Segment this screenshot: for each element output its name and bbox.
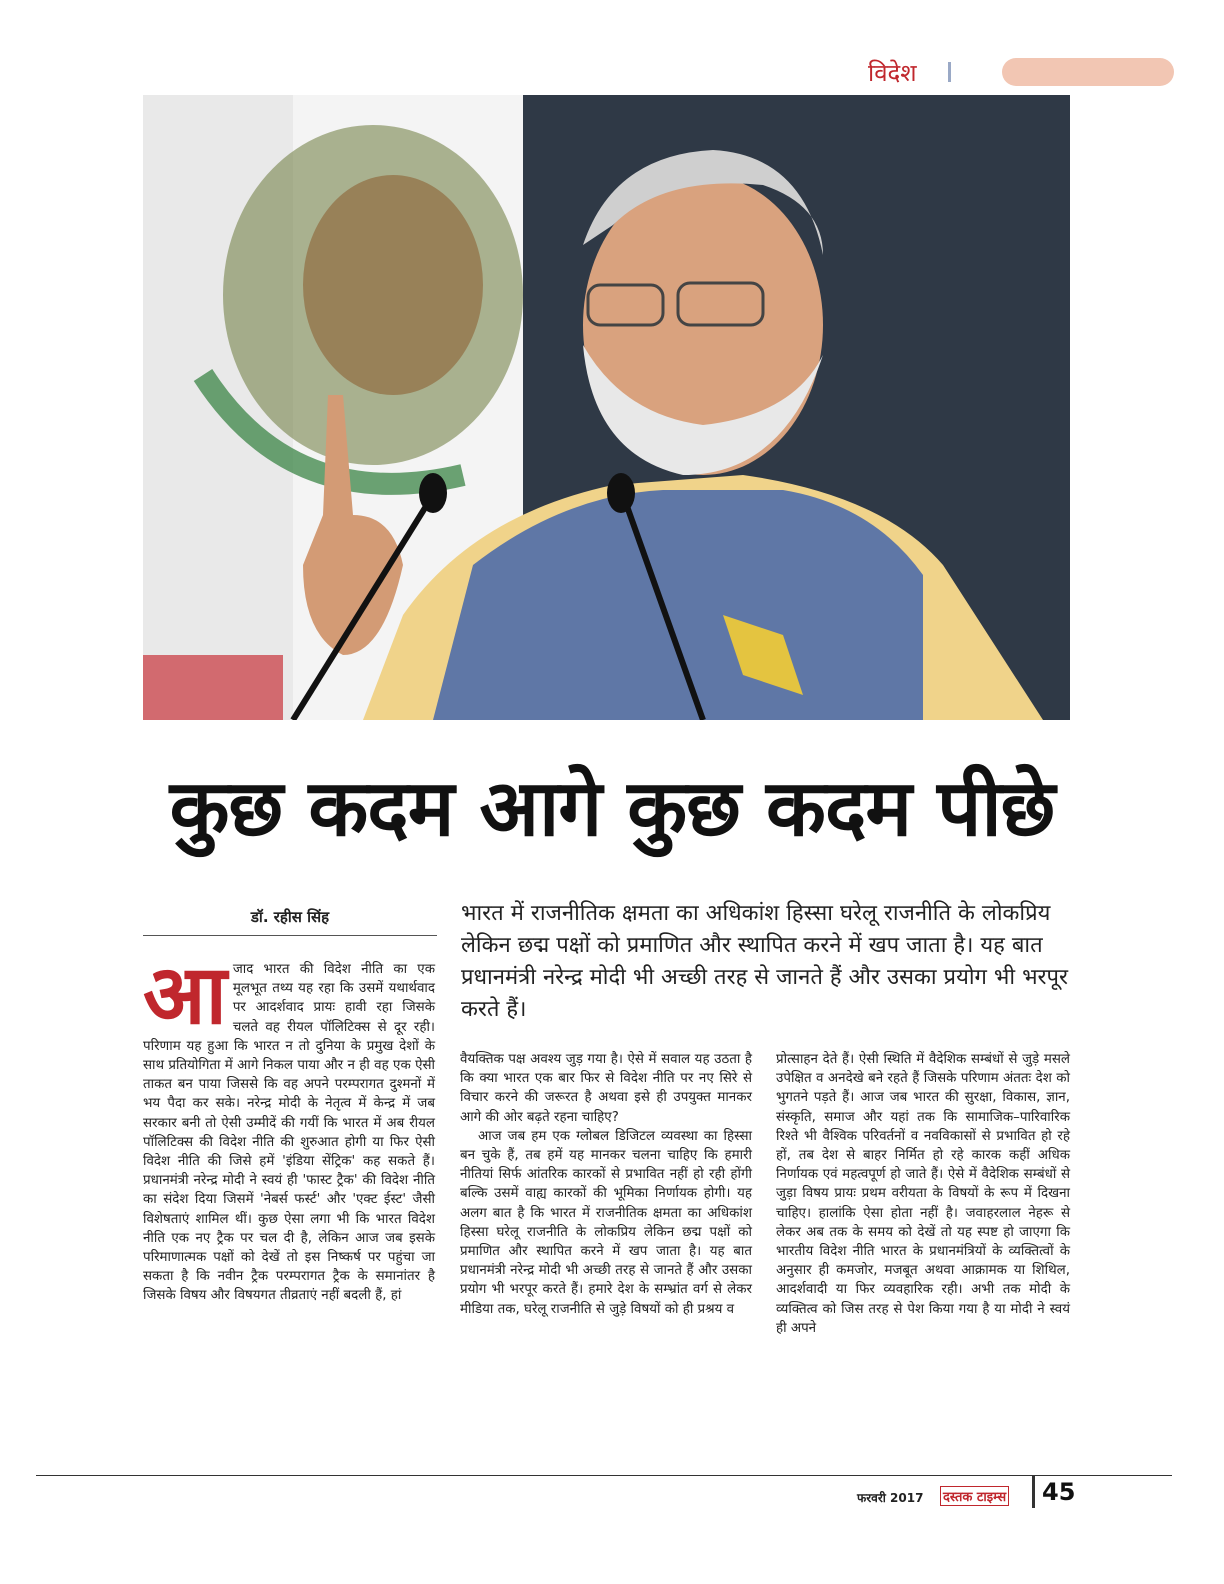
column-3-text: प्रोत्साहन देते हैं। ऐसी स्थिति में वैदेशिक सम्बंधों से जुड़े मसले उपेक्षित व अनदेखे बने रहते हैं जिसके परिणाम अंततः देश को भुगतने पड़ते हैं। आज जब भारत की सुरक्षा, विकास, ज्ञान, संस्कृति, समाज और यहां तक कि सामाजिक–पारिवारिक रिश्ते भी वैश्विक परिवर्तनों व नवविकासों से प्रभावित हो रहे हों, तब देश से बाहर निर्मित हो रहे कारक कहीं अधिक निर्णायक एवं महत्वपूर्ण हो जाते हैं। ऐसे में वैदेशिक सम्बंधों से जुड़ा विषय प्रायः प्रथम वरीयता के विषयों के रूप में दिखना चाहिए। हालांकि ऐसा होता नहीं है। जवाहरलाल नेहरू से लेकर अब तक के समय को देखें तो यह स्पष्ट हो जाएगा कि भारतीय विदेश नीति भारत के प्रधानमंत्रियों के व्यक्तित्वों के अनुसार ही कमजोर, मजबूत अथवा आक्रामक या शिथिल, आदर्शवादी या फिर व्यवहारिक रही। अभी तक मोदी के व्यक्तित्व को जिस तरह से पेश किया गया है या मोदी ने स्वयं ही अपने [776, 1052, 1070, 1336]
headline: कुछ कदम आगे कुछ कदम पीछे [169, 764, 1055, 854]
footer-rule [36, 1475, 1172, 1476]
byline: डॉ. रहीस सिंह [143, 907, 437, 936]
standfirst: भारत में राजनीतिक क्षमता का अधिकांश हिस्सा घरेलू राजनीति के लोकप्रिय लेकिन छद्म पक्षों को प्रमाणित और स्थापित करने में खप जाता है। यह बात प्रधानमंत्री नरेन्द्र मोदी भी अच्छी तरह से जानते हैं और उसका प्रयोग भी भरपूर करते हैं। [461, 901, 1069, 1022]
page-number: 45 [1042, 1478, 1076, 1506]
section-tag-pill [1002, 58, 1174, 86]
footer-date: फरवरी 2017 [857, 1491, 924, 1505]
lead-photo [143, 95, 1070, 720]
article-column-1 [143, 948, 435, 1306]
lead-photo-illustration [143, 95, 1070, 720]
article-column-3 [776, 1050, 1070, 1338]
section-label: विदेश [868, 59, 917, 87]
column-2-paragraph-2: आज जब हम एक ग्लोबल डिजिटल व्यवस्था का हिस्सा बन चुके हैं, तब हमें यह मानकर चलना चाहिए कि हमारी नीतियां सिर्फ आंतरिक कारकों से प्रभावित नहीं हो रही होंगी बल्कि उसमें वाह्य कारकों की भूमिका निर्णायक होगी। यह अलग बात है कि भारत में राजनीतिक क्षमता का अधिकांश हिस्सा घरेलू राजनीति के लोकप्रिय लेकिन छद्म पक्षों को प्रमाणित और स्थापित करने में खप जाता है। यह बात प्रधानमंत्री नरेन्द्र मोदी भी अच्छी तरह से जानते हैं और उसका प्रयोग भी भरपूर करते हैं। हमारे देश के सम्भ्रांत वर्ग से लेकर मीडिया तक, घरेलू राजनीति से जुड़े विषयों को ही प्रश्रय व [460, 1128, 752, 1317]
article-column-2 [460, 1050, 752, 1319]
column-1-text: जाद भारत की विदेश नीति का एक मूलभूत तथ्य यह रहा कि उसमें यथार्थवाद पर आदर्शवाद प्रायः हावी रहा जिसके चलते वह रीयल पॉलिटिक्स से दूर रही। परिणाम यह हुआ कि भारत न तो दुनिया के प्रमुख देशों के साथ प्रतियोगिता में आगे निकल पाया और न ही वह एक ऐसी ताकत बन पाया जिससे कि वह अपने परम्परागत दुश्मनों में भय पैदा कर सके। नरेन्द्र मोदी के नेतृत्व में केन्द्र में जब सरकार बनी तो ऐसी उम्मीदें की गयीं कि भारत में अब रीयल पॉलिटिक्स की विदेश नीति की शुरुआत होगी या फिर ऐसी विदेश नीति की जिसे हमें 'इंडिया सेंट्रिक' कह सकते हैं। प्रधानमंत्री नरेन्द्र मोदी ने स्वयं ही 'फास्ट ट्रैक' की विदेश नीति का संदेश दिया जिसमें 'नेबर्स फर्स्ट' और 'एक्ट ईस्ट' जैसी विशेषताएं शामिल थीं। कुछ ऐसा लगा भी कि भारत विदेश नीति एक नए ट्रैक पर चल दी है, लेकिन आज जब इसके परिमाणात्मक पक्षों को देखें तो इस निष्कर्ष पर पहुंचा जा सकता है कि नवीन ट्रैक परम्परागत ट्रैक के समानांतर है जिसके विषय और विषयगत तीव्रताएं नहीं बदली हैं, हां [143, 962, 435, 1304]
footer-magazine-logo: दस्तक टाइम्स [940, 1486, 1009, 1506]
column-2-paragraph-1: वैयक्तिक पक्ष अवश्य जुड़ गया है। ऐसे में सवाल यह उठता है कि क्या भारत एक बार फिर से विदेश नीति पर नए सिरे से विचार करने की जरूरत है अथवा इसे ही उपयुक्त मानकर आगे की ओर बढ़ते रहना चाहिए? [460, 1052, 752, 1125]
section-divider [948, 62, 951, 82]
footer-separator [1032, 1476, 1035, 1508]
drop-cap: आ [143, 948, 227, 1043]
